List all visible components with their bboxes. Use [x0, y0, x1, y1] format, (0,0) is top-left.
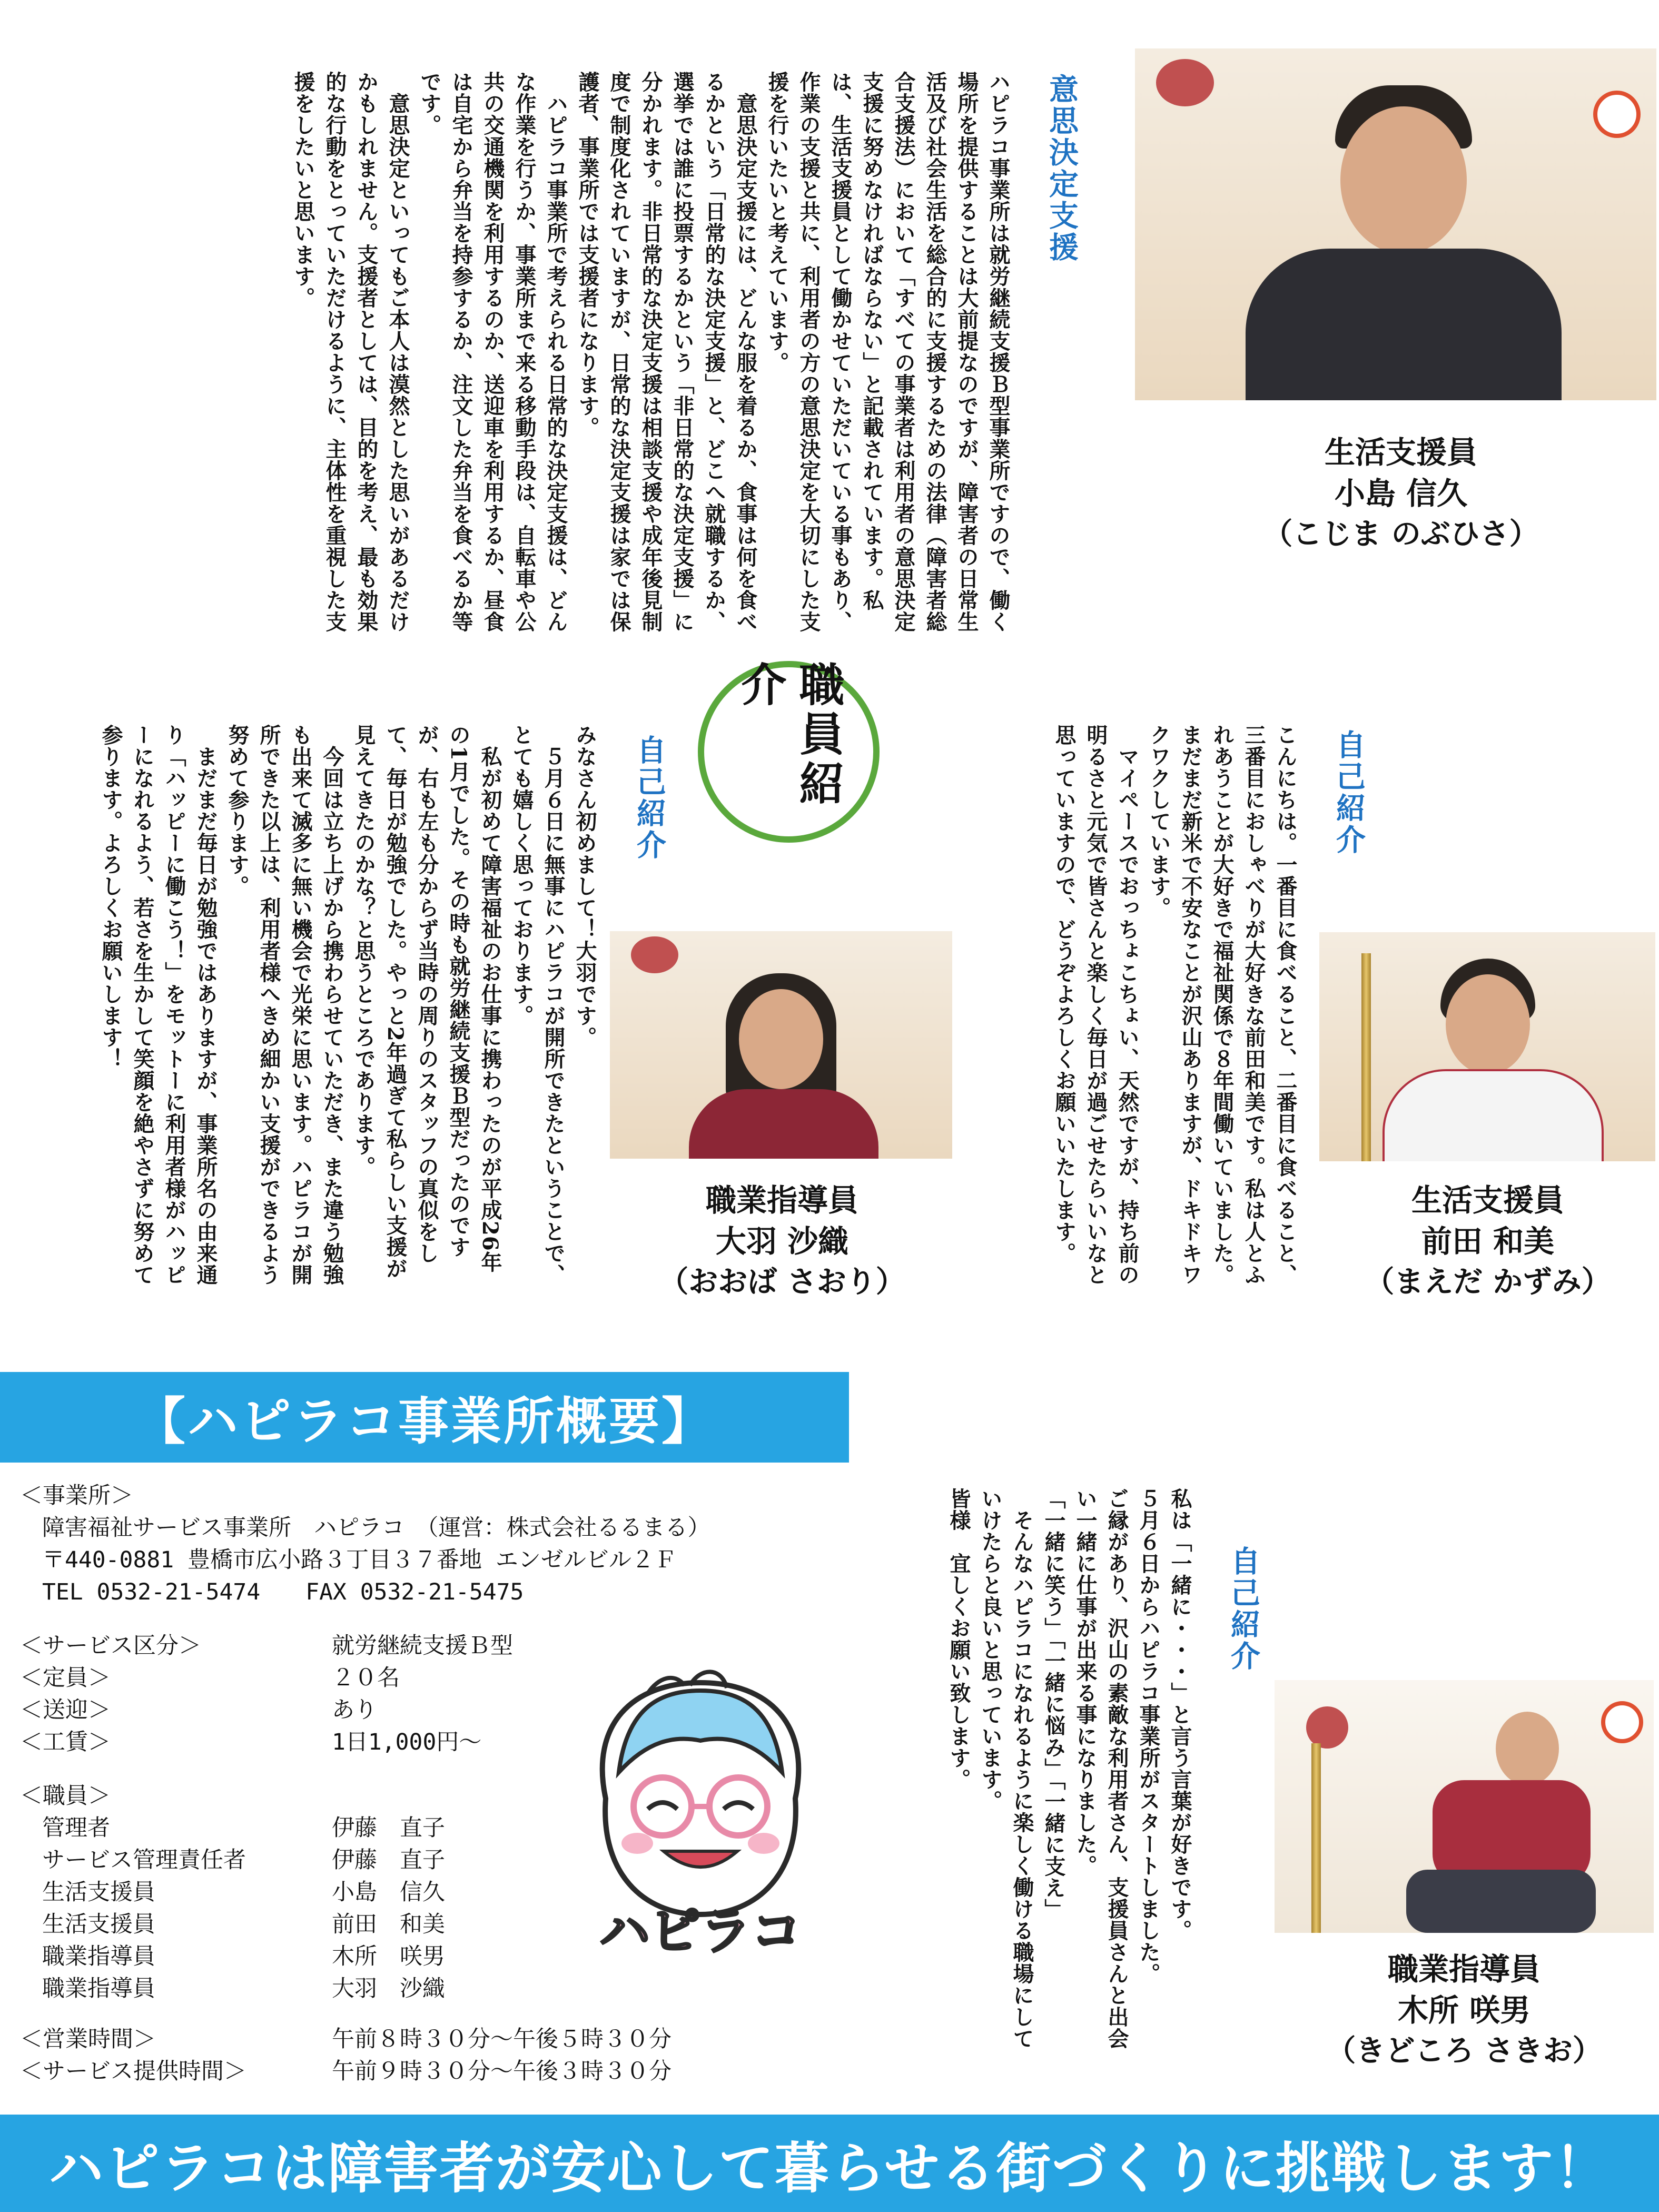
staff-name: 木所 咲男	[1397, 1992, 1531, 2028]
hours-label: ＜営業時間＞	[20, 2026, 156, 2052]
decision-support-body: ハピラコ事業所は就労継続支援Ｂ型事業所ですので、働く場所を提供することは大前提なのですが、障害者の日常生活及び社会生活を総合的に支援するための法律（障害者総合支援法）において「すべての事業者は利用者の意思決定支援に努めなければならない」と記載されています。私は、生活支援員として働かせていただいている事もあり、作業の支援と共に、利用者の方の意思決定を大切にした支援を行いたいと考えています。 意思決定支援には、どんな服を着るか、食事は何を食べるかという「日常的な決定支援」と、どこへ就職するか、選挙では誰に投票するかという「非日常的な決定支援」に分かれます。非日常的な決定支援は相談支援や成年後見制度で制度化されていますが、日常的な決定支援は家では保護者、事業所では支援者になります。 ハピラコ事業所で考えられる日常的な決定支援は、どんな作業を行うか、事業所まで来る移動手段は、自転車や公共の交通機関を利用するのか、送迎車を利用するか、昼食は自宅から弁当を持参するか、注文した弁当を食べるか等です。 意思決定といってもご本人は漠然とした思いがあるだけかもしれません。支援者としては、目的を考え、最も効果的な行動をとっていただけるように、主体性を重視した支援をしたいと思います。	[291, 71, 1011, 633]
staff-row-role: 管理者	[42, 1815, 110, 1841]
photo-maeda	[1319, 932, 1655, 1161]
staff-row-role: サービス管理責任者	[42, 1847, 246, 1873]
caption-ooba	[608, 1180, 956, 1303]
photo-kojima	[1135, 48, 1656, 400]
staff-reading: （おおば さおり）	[659, 1265, 905, 1299]
wage-label: ＜工賃＞	[20, 1729, 111, 1755]
staff-role: 職業指導員	[1387, 1951, 1540, 1987]
staff-role: 生活支援員	[1324, 434, 1477, 470]
capacity-value: ２０名	[332, 1665, 400, 1691]
service-hours-value: 午前９時３０分～午後３時３０分	[332, 2058, 671, 2085]
staff-row-name: 伊藤 直子	[332, 1847, 445, 1873]
staff-reading: （きどころ さきお）	[1326, 2034, 1602, 2068]
staff-row-name: 大羽 沙織	[332, 1976, 445, 2002]
self-intro-maeda: こんにちは。一番目に食べること、二番目に食べること、三番目におしゃべりが大好きな前田和美です。私は人とふれあうことが大好きで福祉関係で８年間働いていました。まだまだ新米で不安なことが沢山ありますが、ドキドキワクワクしています。 マイペースでおっちょこちょい、天然ですが、持ち前の明るさと元気で皆さんと楽しく毎日が過ごせたらいいなと思っていますので、どうぞよろしくお願いいたします。	[1052, 724, 1298, 1286]
self-intro-kidokoro: 私は「一緒に・・・」と言う言葉が好きです。 ５月６日からハピラコ事業所がスタートしました。 ご縁があり、沢山の素敵な利用者さん、支援員さんと出会い一緒に仕事が出来る事になりました。 「一緒に笑う」「一緒に悩み」「一緒に支え」 そんなハピラコになれるように楽しく働ける職場にしていけたらと良いと思っています。 皆様 宜しくお願い致します。	[946, 1488, 1192, 2049]
self-intro-heading-ooba: 自己紹介	[632, 735, 666, 861]
service-hours-label: ＜サービス提供時間＞	[20, 2058, 246, 2085]
caption-kidokoro	[1275, 1949, 1654, 2072]
service-label: ＜サービス区分＞	[20, 1633, 201, 1659]
office-label: ＜事業所＞	[20, 1483, 133, 1509]
office-address: 〒440-0881 豊橋市広小路３丁目３７番地 エンゼルビル２Ｆ	[42, 1547, 677, 1573]
section-heading-decision-support: 意思決定支援	[1044, 74, 1079, 263]
staff-row-name: 小島 信久	[332, 1879, 445, 1905]
self-intro-heading-maeda: 自己紹介	[1331, 729, 1366, 856]
transport-value: あり	[332, 1697, 377, 1723]
hapiraco-logo	[569, 1662, 832, 1957]
capacity-label: ＜定員＞	[20, 1665, 111, 1691]
logo-text: ハピラコ	[599, 1902, 802, 1957]
footer-slogan: ハピラコは障害者が安心して暮らせる街づくりに挑戦します！	[0, 2115, 1659, 2212]
staff-intro-circle-label: 職員紹介	[733, 661, 844, 809]
caption-maeda	[1317, 1180, 1659, 1303]
hours-value: 午前８時３０分～午後５時３０分	[332, 2026, 671, 2052]
transport-label: ＜送迎＞	[20, 1697, 111, 1723]
wage-value: 1日1,000円～	[332, 1729, 482, 1755]
office-name: 障害福祉サービス事業所 ハピラコ （運営：株式会社るるまる）	[42, 1515, 710, 1541]
photo-kidokoro	[1275, 1680, 1654, 1933]
office-tel-fax: TEL 0532-21-5474 FAX 0532-21-5475	[42, 1579, 524, 1605]
self-intro-heading-kidokoro: 自己紹介	[1226, 1546, 1260, 1672]
staff-reading: （まえだ かずみ）	[1365, 1265, 1611, 1299]
staff-role: 生活支援員	[1411, 1182, 1564, 1218]
staff-row-name: 木所 咲男	[332, 1943, 445, 1970]
service-value: 就労継続支援Ｂ型	[332, 1633, 513, 1659]
staff-row-role: 職業指導員	[42, 1976, 155, 2002]
caption-kojima	[1174, 432, 1627, 555]
staff-name: 前田 和美	[1421, 1223, 1555, 1259]
staff-name: 小島 信久	[1334, 476, 1468, 511]
staff-row-role: 生活支援員	[42, 1879, 155, 1905]
staff-row-role: 職業指導員	[42, 1943, 155, 1970]
staff-role: 職業指導員	[705, 1182, 858, 1218]
staff-row-name: 伊藤 直子	[332, 1815, 445, 1841]
self-intro-ooba: みなさん初めまして！大羽です。 ５月６日に無事にハピラコが開所できたということで、とても嬉しく思っております。 私が初めて障害福祉のお仕事に携わったのが平成26年の1月でした。その時も就労継続支援Ｂ型だったのですが、右も左も分からず当時の周りのスタッフの真似をして、毎日が勉強でした。やっと2年過ぎて私らしい支援が見えてきたのかな？と思うところであります。 今回は立ち上げから携わらせていただき、また違う勉強も出来て滅多に無い機会で光栄に思います。ハピラコが開所できた以上は、利用者様へきめ細かい支援ができるよう努めて参ります。 まだまだ毎日が勉強ではありますが、事業所名の由来通り「ハッピーに働こう！」をモットーに利用者様がハッピーになれるよう、若さを生かして笑顔を絶やさずに努めて参ります。よろしくお願いします！	[98, 724, 597, 1286]
staff-reading: （こじま のぶひさ）	[1263, 517, 1539, 551]
staff-list-label: ＜職員＞	[20, 1783, 111, 1809]
staff-row-role: 生活支援員	[42, 1911, 155, 1938]
overview-title: 【ハピラコ事業所概要】	[135, 1391, 714, 1451]
photo-ooba	[610, 931, 952, 1159]
staff-row-name: 前田 和美	[332, 1911, 445, 1938]
staff-name: 大羽 沙織	[715, 1223, 849, 1259]
